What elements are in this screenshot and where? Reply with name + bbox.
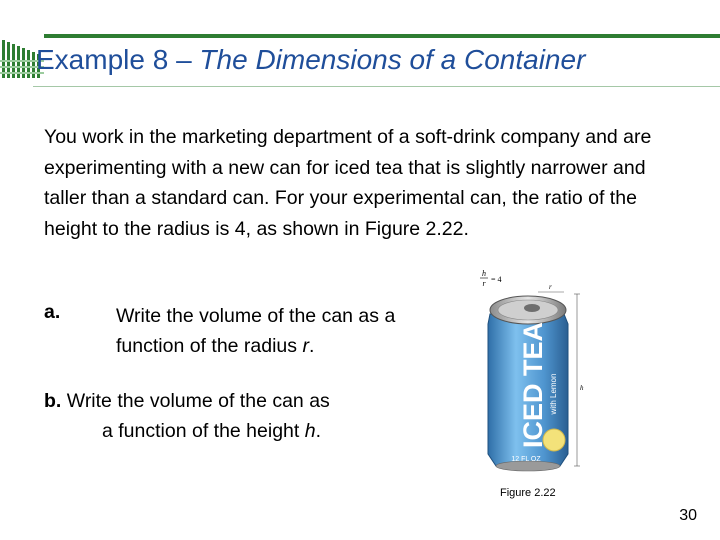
problem-statement: You work in the marketing department of a soft-drink company and are experimenting with a new can for iced tea that is slightly narrower and taller than a standard can. For your experimental can, the ratio of the height to the radius is 4, as shown in Figure 2.22. [44, 126, 652, 240]
part-b-line2 [44, 416, 424, 446]
can-brand-text: ICED TEA [518, 321, 548, 448]
slide-number: 30 [679, 507, 697, 524]
figure-caption: Figure 2.22 [500, 487, 556, 499]
header-rule [33, 34, 720, 38]
part-b-end: . [315, 420, 322, 442]
part-a-variable: r [302, 335, 309, 357]
part-a-end: . [308, 335, 315, 357]
part-b-body: a function of the height [102, 420, 305, 442]
ratio-formula [480, 269, 502, 288]
formula-rhs: = 4 [491, 275, 502, 284]
part-b-text [44, 386, 424, 446]
part-b-variable: h [304, 420, 316, 442]
part-a-text [116, 301, 436, 361]
page-title [36, 44, 585, 76]
height-label: h [580, 384, 584, 392]
can-subtext: with Lemon [549, 373, 558, 415]
part-b-line1: Write the volume of the can as [61, 390, 330, 412]
header-underline [33, 86, 720, 87]
formula-denominator: r [482, 279, 486, 288]
part-a-label: a. [44, 301, 61, 323]
can-volume: 12 FL OZ [511, 456, 541, 463]
formula-numerator: h [482, 269, 486, 278]
part-b-label: b. [44, 390, 62, 412]
radius-label: r [549, 283, 552, 291]
title-italic: The Dimensions of a Container [199, 44, 586, 75]
title-plain: Example 8 – [36, 44, 200, 75]
part-a-body: Write the volume of the can as a function of the radius [116, 305, 396, 357]
can-figure [446, 262, 596, 480]
